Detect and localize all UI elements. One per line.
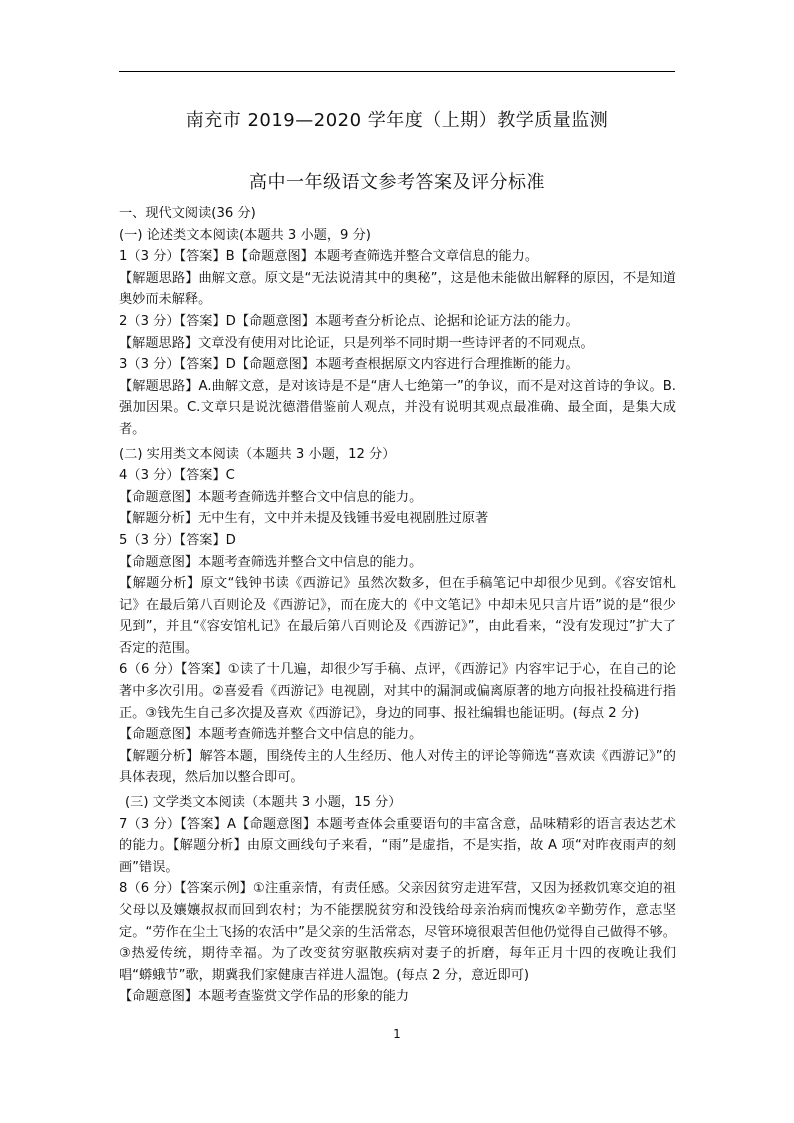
document-title: 南充市 2019—2020 学年度（上期）教学质量监测 — [185, 110, 609, 131]
explanation-paragraph: 【解题分析】原文“钱钟书读《西游记》虽然次数多，但在手稿笔记中却很少见到。《容安馆札记》在最后第八百则论及《西游记》，而在庞大的《中文笔记》中却未见只言片语”说的是“很少见到”，并且“《容安馆札记》在最后第八百则论及《西游记》”，由此看来，“没有发现过”扩大了否定的范围。 — [119, 576, 676, 656]
header-rule — [119, 71, 675, 72]
intent-line: 【命题意图】本题考查筛选并整合文中信息的能力。 — [119, 554, 423, 570]
answer-paragraph: 8（6 分）【答案示例】①注重亲情，有责任感。父亲因贫穷走进军营，又因为拯救饥寒交迫的祖父母以及孃孃叔叔而回到农村；为不能摆脱贫穷和没钱给母亲治病而愧疚②辛勤劳作，意志坚定。“劳作在尘土飞扬的农活中”是父亲的生活常态，尽管环境很艰苦但他仍觉得自己做得不够。③热爱传统，期待幸福。为了改变贫穷驱散疾病对妻子的折磨，每年正月十四的夜晚让我们唱“蟒蛾节”歌，期冀我们家健康吉祥进人温饱。(每点 2 分，意近即可) — [119, 881, 676, 983]
answer-line: 5（3 分）【答案】D — [119, 532, 236, 548]
answer-line: 1（3 分）【答案】B【命题意图】本题考查筛选并整合文章信息的能力。 — [119, 249, 539, 265]
subsection-heading: (一) 论述类文本阅读(本题共 3 小题，9 分) — [119, 227, 371, 243]
document-subtitle: 高中一年级语文参考答案及评分标准 — [249, 172, 545, 193]
explanation-paragraph: 【解题分析】无中生有，文中并未提及钱锺书爱电视剧胜过原著 — [119, 511, 489, 527]
intent-line: 【命题意图】本题考查鉴赏文学作品的形象的能力 — [119, 989, 410, 1005]
explanation-paragraph: 【解题思路】曲解文意。原文是“无法说清其中的奥秘”，这是他未能做出解释的原因，不是知道奥妙而未解释。 — [119, 270, 676, 308]
intent-line: 【命题意图】本题考查筛选并整合文中信息的能力。 — [119, 727, 423, 743]
answer-line: 4（3 分）【答案】C — [119, 468, 235, 484]
explanation-paragraph: 【解题思路】文章没有使用对比论证，只是列举不同时期一些诗评者的不同观点。 — [119, 335, 594, 351]
page-number: 1 — [393, 1027, 401, 1041]
answer-paragraph: 7（3 分）【答案】A【命题意图】本题考查体会重要语句的丰富含意，品味精彩的语言表达艺术的能力。【解题分析】由原文画线句子来看，“雨”是虚指，不是实指，故 A 项“对昨夜雨声的刻画”错误。 — [119, 816, 676, 875]
section-heading: 一、现代文阅读(36 分) — [119, 206, 256, 221]
answer-content — [119, 203, 676, 1008]
answer-line: 3（3 分）【答案】D【命题意图】本题考查根据原文内容进行合理推断的能力。 — [119, 357, 579, 373]
explanation-paragraph: 【解题思路】A.曲解文意，是对该诗是不是“唐人七绝第一”的争议，而不是对这首诗的争议。B.强加因果。C.文章只是说沈德潜借鉴前人观点，并没有说明其观点最准确、最全面，是集大成者。 — [119, 378, 676, 437]
subsection-heading: (三) 文学类文本阅读（本题共 3 小题，15 分） — [125, 795, 402, 811]
intent-line: 【命题意图】本题考查筛选并整合文中信息的能力。 — [119, 489, 423, 505]
answer-paragraph: 6（6 分）【答案】①读了十几遍，却很少写手稿、点评，《西游记》内容牢记于心，在自己的论著中多次引用。②喜爱看《西游记》电视剧，对其中的漏洞或偏离原著的地方向报社投稿进行指正。③钱先生自己多次提及喜欢《西游记》，身边的同事、报社编辑也能证明。(每点 2 分) — [119, 662, 676, 721]
subsection-heading: (二) 实用类文本阅读（本题共 3 小题，12 分） — [119, 446, 396, 462]
explanation-paragraph: 【解题分析】解答本题，围绕传主的人生经历、他人对传主的评论等筛选“喜欢读《西游记》”的具体表现，然后加以整合即可。 — [119, 748, 676, 786]
answer-line: 2（3 分）【答案】D【命题意图】本题考查分析论点、论据和论证方法的能力。 — [119, 313, 579, 329]
